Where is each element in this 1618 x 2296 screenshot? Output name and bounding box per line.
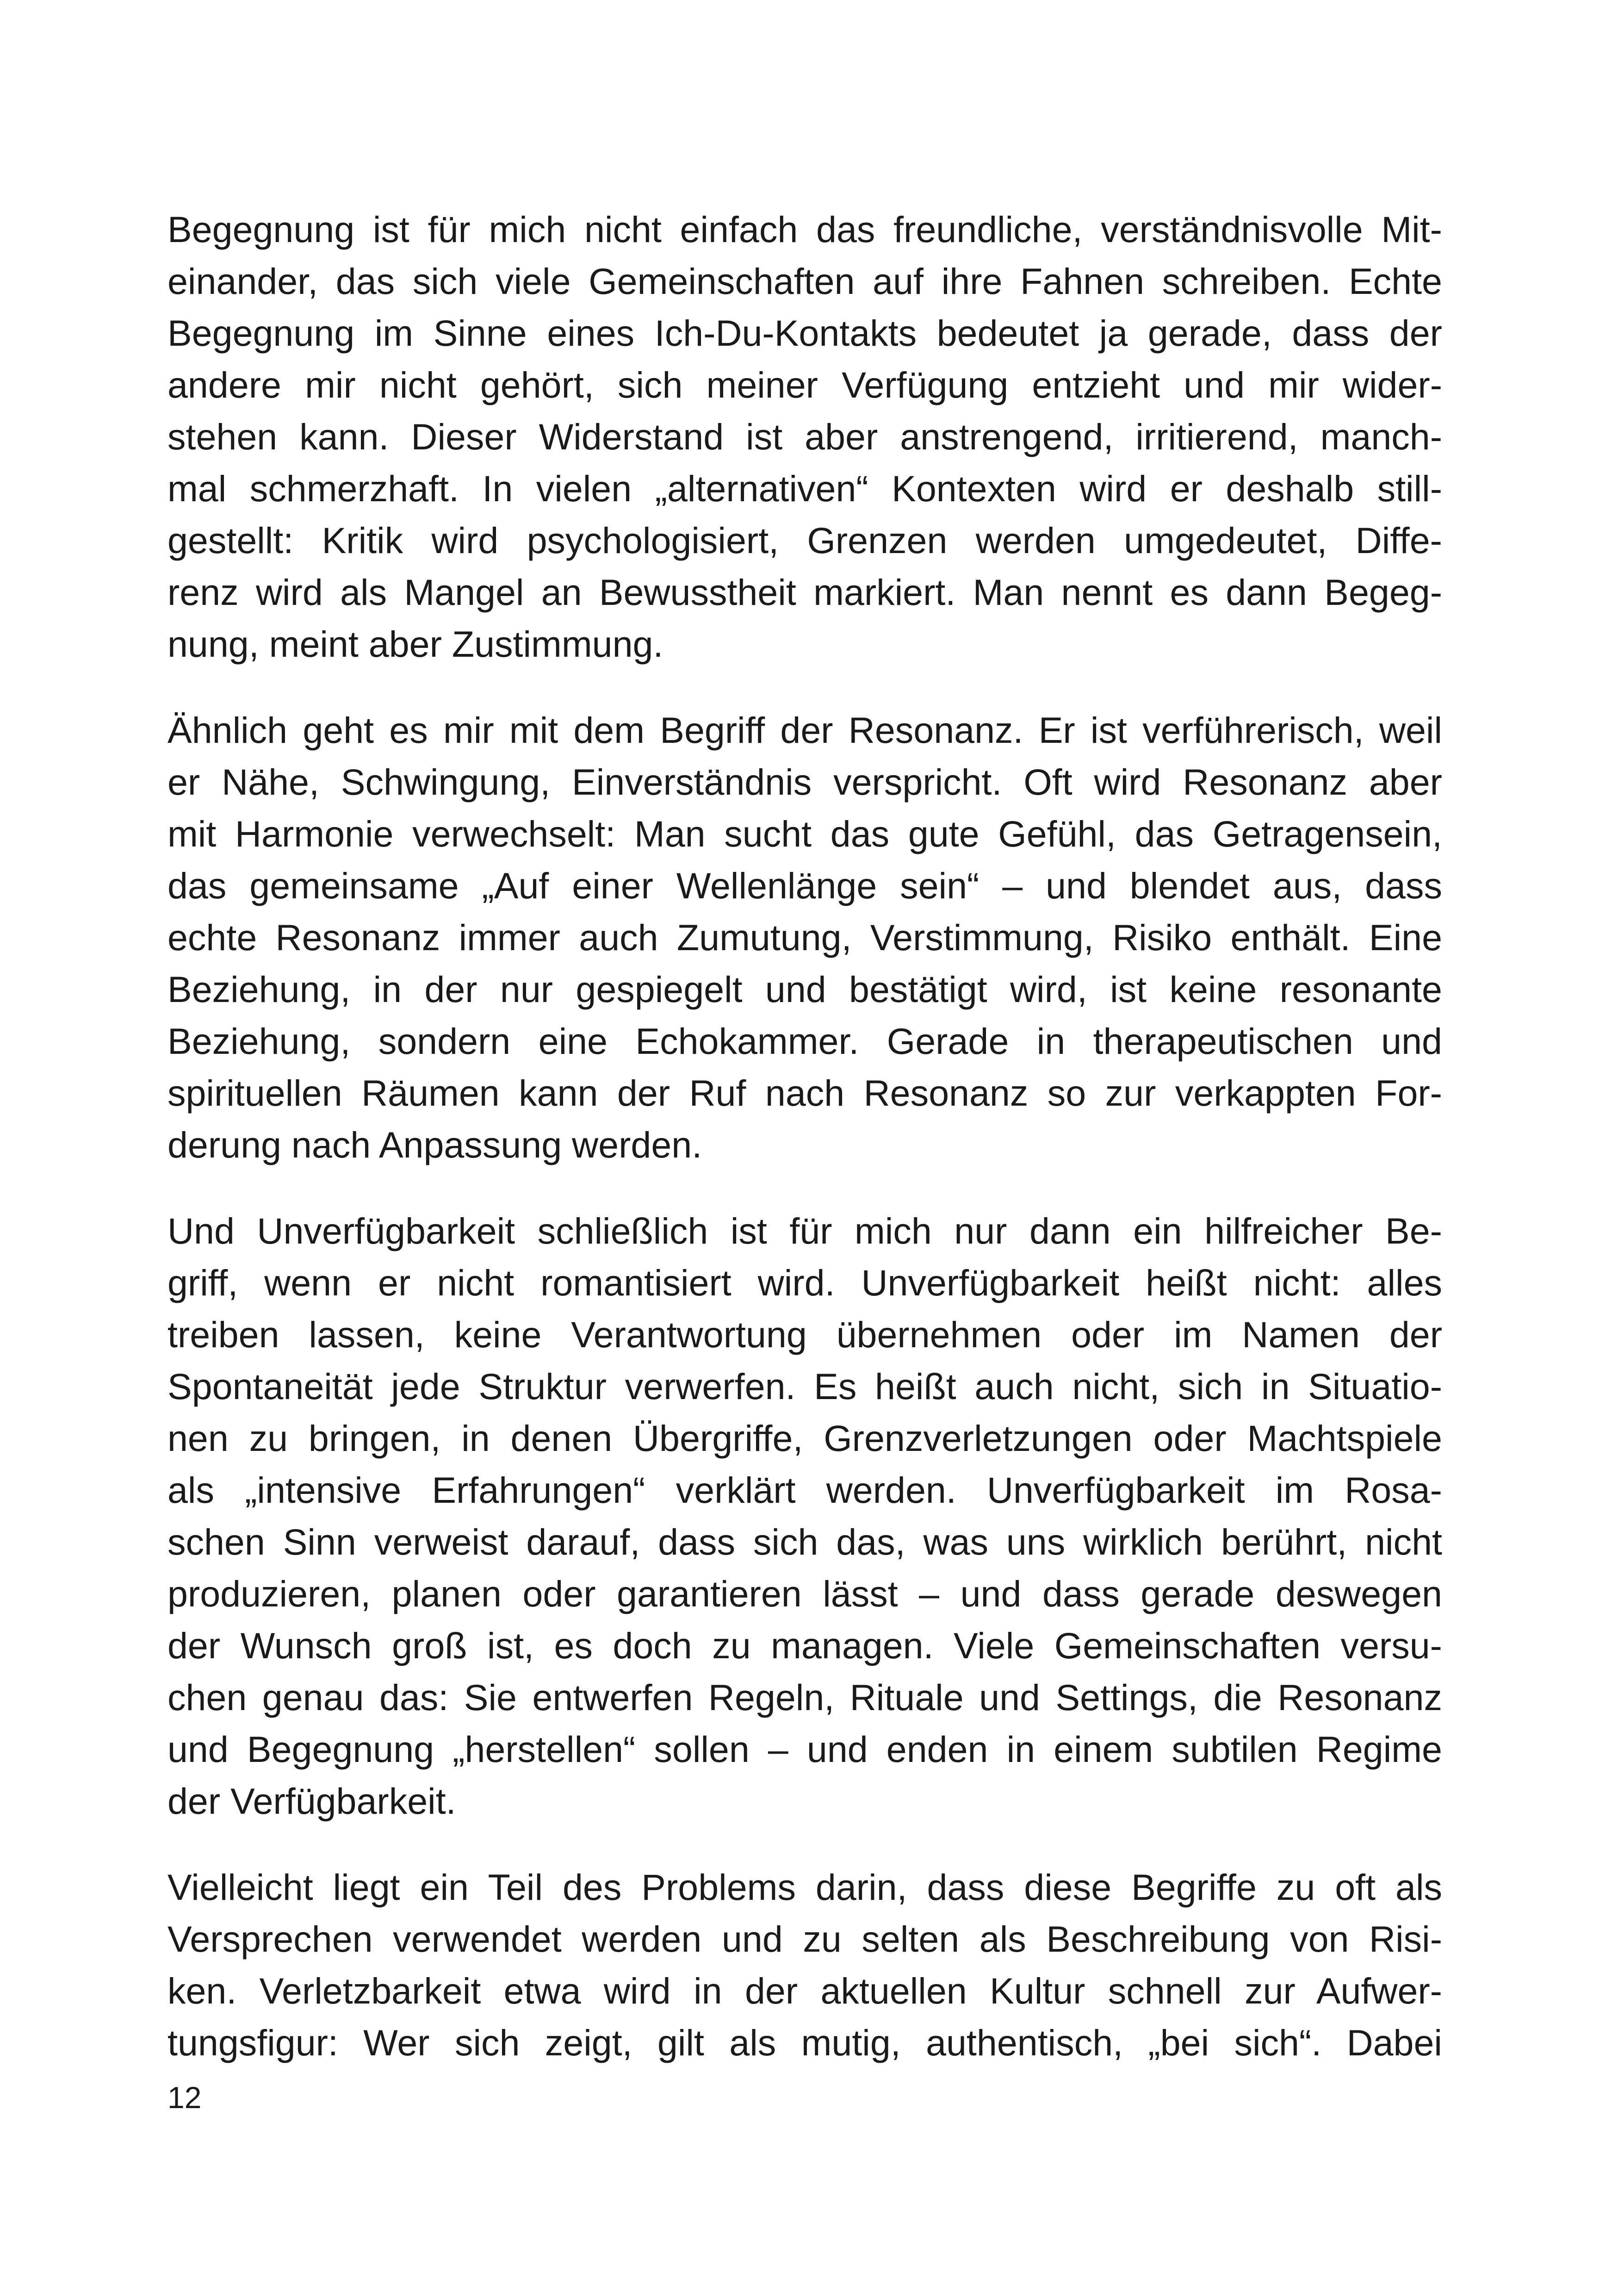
text-line: produzieren, planen oder garantieren lässt – und dass gerade deswegen [167, 1573, 1442, 1614]
text-line: Begegnung im Sinne eines Ich-Du-Kontakts bedeutet ja gerade, dass der [167, 312, 1442, 354]
text-line: nung, meint aber Zustimmung. [167, 623, 663, 665]
text-line: renz wird als Mangel an Bewusstheit markiert. Man nennt es dann Begeg- [167, 572, 1442, 613]
text-line: ken. Verletzbarkeit etwa wird in der aktuellen Kultur schnell zur Aufwer- [167, 1970, 1442, 2011]
text-line: andere mir nicht gehört, sich meiner Verfügung entzieht und mir wider- [167, 364, 1442, 405]
body-text [167, 204, 1442, 2103]
text-line: Vielleicht liegt ein Teil des Problems darin, dass diese Begriffe zu oft als [167, 1867, 1442, 1908]
text-line: Beziehung, in der nur gespiegelt und bestätigt wird, ist keine resonante [167, 969, 1442, 1010]
page-number: 12 [167, 2080, 202, 2115]
text-line: als „intensive Erfahrungen“ verklärt werden. Unverfügbarkeit im Rosa- [167, 1469, 1442, 1511]
text-line: das gemeinsame „Auf einer Wellenlänge sein“ – und blendet aus, dass [167, 865, 1442, 906]
text-line: gestellt: Kritik wird psychologisiert, Grenzen werden umgedeutet, Diffe- [167, 520, 1442, 561]
text-line: griff, wenn er nicht romantisiert wird. Unverfügbarkeit heißt nicht: alles [167, 1262, 1442, 1303]
text-line: und Begegnung „herstellen“ sollen – und enden in einem subtilen Regime [167, 1729, 1442, 1770]
text-line: mal schmerzhaft. In vielen „alternativen“ Kontexten wird er deshalb still- [167, 468, 1442, 509]
text-line: Spontaneität jede Struktur verwerfen. Es heißt auch nicht, sich in Situatio- [167, 1366, 1442, 1407]
text-line: chen genau das: Sie entwerfen Regeln, Rituale und Settings, die Resonanz [167, 1677, 1442, 1718]
text-line: spirituellen Räumen kann der Ruf nach Resonanz so zur verkappten For- [167, 1072, 1442, 1114]
paragraph [167, 204, 1442, 670]
paragraph [167, 1205, 1442, 1827]
text-line: einander, das sich viele Gemeinschaften auf ihre Fahnen schreiben. Echte [167, 261, 1442, 302]
text-line: der Verfügbarkeit. [167, 1780, 456, 1822]
text-line: Beziehung, sondern eine Echokammer. Gerade in therapeutischen und [167, 1020, 1442, 1062]
text-line: er Nähe, Schwingung, Einverständnis verspricht. Oft wird Resonanz aber [167, 761, 1442, 803]
text-line: nen zu bringen, in denen Übergriffe, Grenzverletzungen oder Machtspiele [167, 1418, 1442, 1459]
paragraph [167, 704, 1442, 1171]
text-line: Begegnung ist für mich nicht einfach das freundliche, verständnisvolle Mit- [167, 209, 1442, 250]
text-line: der Wunsch groß ist, es doch zu managen. Viele Gemeinschaften versu- [167, 1625, 1442, 1666]
text-line: echte Resonanz immer auch Zumutung, Verstimmung, Risiko enthält. Eine [167, 917, 1442, 958]
text-line: Ähnlich geht es mir mit dem Begriff der Resonanz. Er ist verführerisch, weil [167, 709, 1442, 751]
paragraph [167, 1861, 1442, 2069]
text-line: mit Harmonie verwechselt: Man sucht das gute Gefühl, das Getragensein, [167, 813, 1442, 854]
text-line: treiben lassen, keine Verantwortung übernehmen oder im Namen der [167, 1314, 1442, 1355]
text-line: stehen kann. Dieser Widerstand ist aber anstrengend, irritierend, manch- [167, 416, 1442, 457]
text-line: tungsfigur: Wer sich zeigt, gilt als mutig, authentisch, „bei sich“. Dabei [167, 2022, 1442, 2063]
text-line: derung nach Anpassung werden. [167, 1124, 702, 1165]
text-line: schen Sinn verweist darauf, dass sich das, was uns wirklich berührt, nicht [167, 1521, 1442, 1562]
text-line: Versprechen verwendet werden und zu selten als Beschreibung von Risi- [167, 1918, 1442, 1960]
text-line: Und Unverfügbarkeit schließlich ist für mich nur dann ein hilfreicher Be- [167, 1210, 1442, 1251]
